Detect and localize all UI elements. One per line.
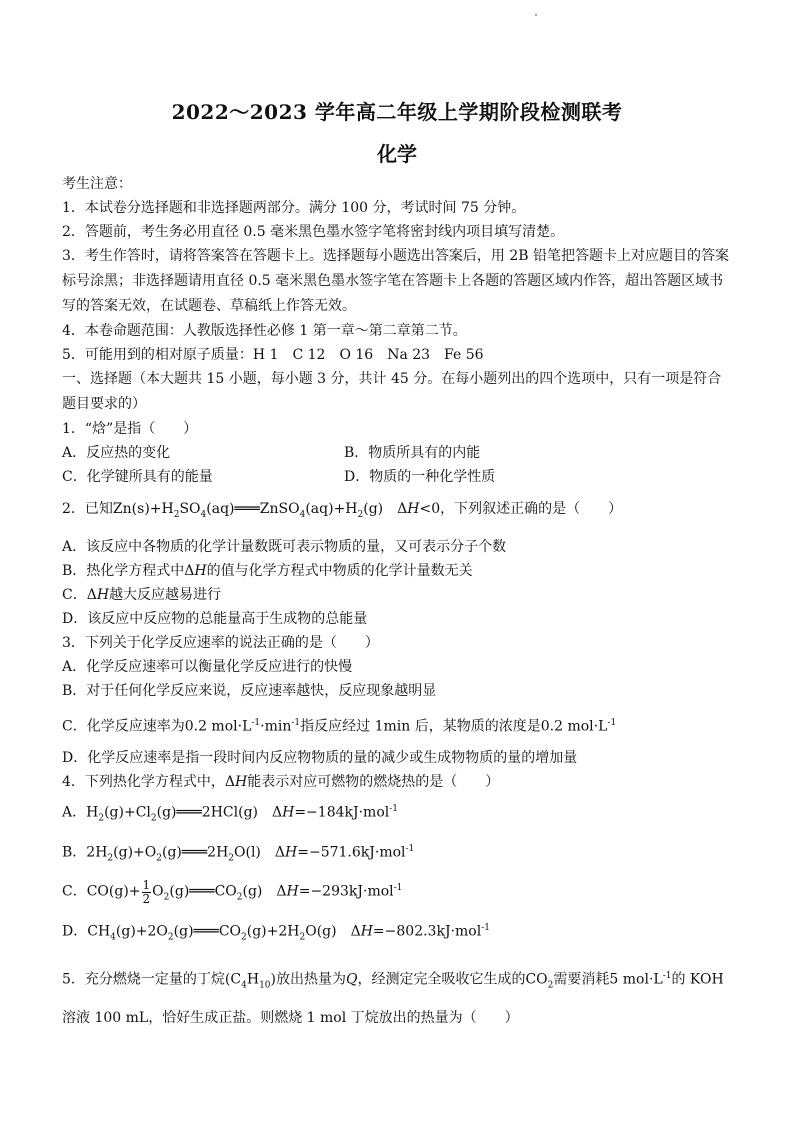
notice-heading: 考生注意：: [62, 176, 132, 192]
option-d: D．$CH_4(g)+2O_2(g)═══CO_2(g)+2H_2O(g)$ ΔH=−802.3kJ·mol$^{-1}$: [62, 922, 490, 943]
question-1-stem: 1．“焓”是指（ ）: [62, 421, 198, 437]
option-b: B．物质所具有的内能: [344, 445, 481, 461]
option-c: C．化学反应速率为0.2 $mol\cdot L^{-1}\cdot\min^{-1}$指反应经过 1min 后，某物质的浓度是0.2 $mol\cdot L^{-1}$: [62, 717, 617, 735]
notice-item: 3．考生作答时，请将答案答在答题卡上。选择题每小题选出答案后，用 2B 铅笔把答题卡上对应题目的答案标号涂黑；非选择题请用直径 0.5 毫米黑色墨水签字笔在答题卡上各题的答题区域内作答，超出答题区域书写的答案无效，在试题卷、草稿纸上作答无效。: [62, 248, 730, 314]
option-b: B．热化学方程式中ΔH的值与化学方程式中物质的化学计量数无关: [62, 562, 473, 579]
option-b: B．对于任何化学反应来说，反应速率越快，反应现象越明显: [62, 682, 437, 699]
notice-item: 2．答题前，考生务必用直径 0.5 毫米黑色墨水签字笔将密封线内项目填写清楚。: [62, 224, 565, 240]
notice-item: 4．本卷命题范围：人教版选择性必修 1 第一章～第二章第二节。: [62, 323, 467, 339]
option-d: D．物质的一种化学性质: [344, 469, 496, 485]
notice-item: 1．本试卷分选择题和非选择题两部分。满分 100 分，考试时间 75 分钟。: [62, 200, 526, 216]
question-5-stem-continued: 溶液 100 mL，恰好生成正盐。则燃烧 1 mol 丁烷放出的热量为（ ）: [62, 1009, 519, 1026]
scan-dot: [535, 14, 537, 16]
option-d: D．该反应中反应物的总能量高于生成物的总能量: [62, 610, 368, 627]
option-a: A．反应热的变化: [62, 445, 171, 461]
question-1-options-row: [62, 441, 734, 465]
question-4-stem: 4．下列热化学方程式中，ΔH能表示对应可燃物的燃烧热的是（ ）: [62, 774, 500, 791]
fraction-one-half: $\frac{1}{2}$: [142, 877, 151, 906]
option-b: B．$2H_2(g)+O_2(g)═══2H_2O(l)$ ΔH=−571.6kJ·mol$^{-1}$: [62, 843, 415, 864]
option-d: D．化学反应速率是指一段时间内反应物物质的量的减少或生成物物质的量的增加量: [62, 750, 578, 767]
question-3-stem: 3．下列关于化学反应速率的说法正确的是（ ）: [62, 634, 379, 651]
exam-content: [62, 172, 734, 1030]
option-c: C．ΔH越大反应越易进行: [62, 586, 222, 603]
notice-item: 5．可能用到的相对原子质量：H 1 C 12 O 16 Na 23 Fe 56: [62, 347, 484, 363]
option-a: A．化学反应速率可以衡量化学反应进行的快慢: [62, 658, 353, 675]
page-title: 2022～2023 学年高二年级上学期阶段检测联考: [171, 100, 623, 124]
option-a: A．该反应中各物质的化学计量数既可表示物质的量，又可表示分子个数: [62, 538, 507, 555]
subject-title: 化学: [377, 142, 417, 166]
option-c: C．CO(g)+ $\frac{1}{2}$ $O_2(g)═══CO_2(g)$ ΔH=−293kJ·mol$^{-1}$: [62, 877, 403, 906]
question-2-stem: 2．已知$Zn(s)+H_2SO_4(aq)═══ZnSO_4(aq)+H_2(g)$ ΔH<0，下列叙述正确的是（ ）: [62, 501, 623, 520]
option-a: A．$H_2(g)+Cl_2(g)═══2HCl(g)$ ΔH=−184kJ·mol$^{-1}$: [62, 804, 399, 824]
question-5-stem: 5．充分燃烧一定量的丁烷$(C_4H_{10})$放出热量为Q，经测定完全吸收它生成的$CO_2$需要消耗5 $mol\cdot L^{-1}$的 KOH: [62, 971, 724, 991]
question-1-options-row: [62, 465, 734, 489]
equation-zn: $Zn(s)+H_2SO_4(aq)═══ZnSO_4(aq)+H_2(g)$ ΔH<0: [112, 501, 441, 520]
option-c: C．化学键所具有的能量: [62, 469, 213, 485]
section-heading: 一、选择题（本大题共 15 小题，每小题 3 分，共计 45 分。在每小题列出的四个选项中，只有一项是符合题目要求的）: [62, 371, 722, 412]
